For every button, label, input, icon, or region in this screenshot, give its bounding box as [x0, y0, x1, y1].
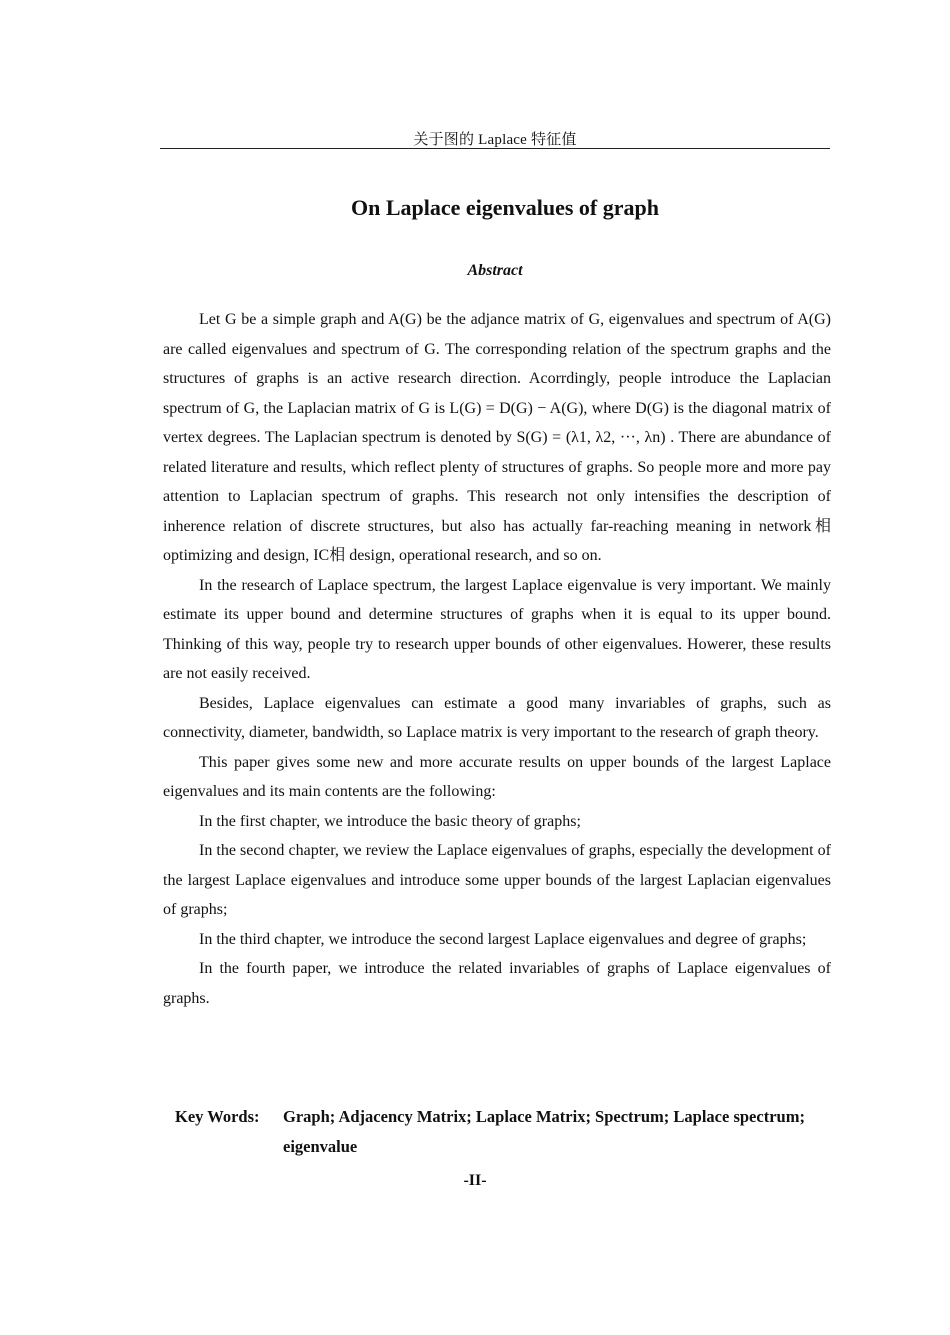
abstract-heading: Abstract — [467, 262, 523, 279]
keywords-label: Key Words: — [175, 1107, 260, 1126]
page-number: -II- — [463, 1172, 487, 1189]
paragraph: This paper gives some new and more accurate results on upper bounds of the largest Laplace eigenvalues and its main contents are the following: — [163, 753, 831, 800]
header-rule — [160, 148, 830, 149]
paragraph: In the first chapter, we introduce the basic theory of graphs; — [199, 812, 581, 830]
keywords-text: Graph; Adjacency Matrix; Laplace Matrix; Spectrum; Laplace spectrum; eigenvalue — [283, 1107, 805, 1156]
paragraph: Besides, Laplace eigenvalues can estimate a good many invariables of graphs, such as connectivity, diameter, bandwidth, so Laplace matrix is very important to the research of graph theory. — [163, 694, 831, 741]
paragraph: In the third chapter, we introduce the second largest Laplace eigenvalues and degree of graphs; — [199, 930, 807, 948]
abstract-body — [163, 305, 831, 1013]
paragraph: In the fourth paper, we introduce the related invariables of graphs of Laplace eigenvalues of graphs. — [163, 960, 831, 1007]
paragraph: Let G be a simple graph and A(G) be the adjance matrix of G, eigenvalues and spectrum of A(G) are called eigenvalues and spectrum of G. The corresponding relation of the spectrum graphs and the structures of graphs is an active research direction. Acorrdingly, people introduce the Laplacian spectrum of G, the Laplacian matrix of G is L(G) = D(G) − A(G), where D(G) is the diagonal matrix of vertex degrees. The Laplacian spectrum is denoted by S(G) = (λ1, λ2, ···, λn) . There are abundance of related literature and results, which reflect plenty of structures of graphs. So people more and more pay attention to Laplacian spectrum of graphs. This research not only intensifies the description of inherence relation of discrete structures, but also has actually far-reaching meaning in network相optimizing and design, IC相 design, operational research, and so on. — [163, 311, 831, 564]
running-header: 关于图的 Laplace 特征值 — [413, 132, 577, 148]
paragraph: In the research of Laplace spectrum, the largest Laplace eigenvalue is very important. We mainly estimate its upper bound and determine structures of graphs when it is equal to its upper bound. Thinking of this way, people try to research upper bounds of other eigenvalues. Howerer, these results are not easily received. — [163, 576, 831, 682]
paragraph: In the second chapter, we review the Laplace eigenvalues of graphs, especially the development of the largest Laplace eigenvalues and introduce some upper bounds of the largest Laplacian eigenvalues of graphs; — [163, 842, 831, 918]
page-title: On Laplace eigenvalues of graph — [350, 195, 659, 220]
